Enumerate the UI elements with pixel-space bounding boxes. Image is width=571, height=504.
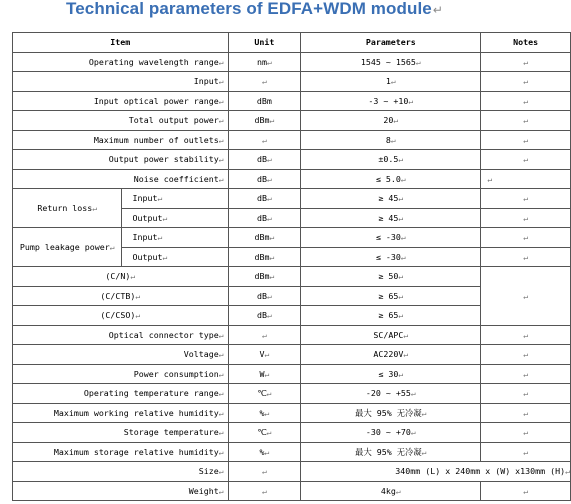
item-cell: (C/N)↵ (13, 267, 229, 287)
item-cell: Maximum number of outlets↵ (13, 130, 229, 150)
table-row (13, 150, 571, 170)
unit-cell: ↵ (228, 481, 301, 501)
unit-cell: dBm↵ (228, 111, 301, 131)
title-text: Technical parameters of EDFA+WDM module (66, 0, 432, 18)
param-cell: ≥ 65↵ (301, 286, 481, 306)
param-cell: ≤ 5.0↵ (301, 169, 481, 189)
note-cell: ↵ (481, 247, 571, 267)
unit-cell: dB↵ (228, 286, 301, 306)
param-cell: SC/APC↵ (301, 325, 481, 345)
table-row (13, 442, 571, 462)
note-cell: ↵ (481, 481, 571, 501)
unit-cell: dBm (228, 91, 301, 111)
table-row (13, 52, 571, 72)
item-group-cell: Return loss↵ (13, 189, 122, 228)
note-cell: ↵ (481, 403, 571, 423)
header-unit: Unit (228, 33, 301, 53)
subitem-cell: Input↵ (122, 189, 228, 209)
note-cell: ↵ (481, 150, 571, 170)
note-cell: ↵ (481, 325, 571, 345)
note-cell: ↵ (481, 384, 571, 404)
item-cell: Output power stability↵ (13, 150, 229, 170)
merged-note-cell: ↵ (481, 267, 571, 326)
table-row (13, 481, 571, 501)
unit-cell: %↵ (228, 403, 301, 423)
param-cell: ≥ 65↵ (301, 306, 481, 326)
unit-cell: dBm↵ (228, 247, 301, 267)
unit-cell: ↵ (228, 462, 301, 482)
item-cell: Maximum working relative humidity↵ (13, 403, 229, 423)
item-cell: Operating temperature range↵ (13, 384, 229, 404)
table-row (13, 169, 571, 189)
item-cell: Total output power↵ (13, 111, 229, 131)
param-cell: 8↵ (301, 130, 481, 150)
table-row (13, 111, 571, 131)
param-cell: ≤ -30↵ (301, 228, 481, 248)
table-row (13, 423, 571, 443)
param-cell: 1↵ (301, 72, 481, 92)
param-cell: AC220V↵ (301, 345, 481, 365)
item-group-cell: Pump leakage power↵ (13, 228, 122, 267)
note-cell: ↵ (481, 169, 571, 189)
note-cell: ↵ (481, 52, 571, 72)
table-row (13, 228, 571, 248)
note-cell: ↵ (481, 345, 571, 365)
item-cell: Optical connector type↵ (13, 325, 229, 345)
note-cell: ↵ (481, 111, 571, 131)
param-cell: 最大 95% 无冷凝↵ (301, 403, 481, 423)
note-cell: ↵ (481, 423, 571, 443)
table-row (13, 72, 571, 92)
item-cell: Weight↵ (13, 481, 229, 501)
unit-cell: ↵ (228, 325, 301, 345)
size-param-cell: 340mm (L) x 240mm x (W) x130mm (H)↵ (301, 462, 571, 482)
item-cell: Maximum storage relative humidity↵ (13, 442, 229, 462)
note-cell: ↵ (481, 364, 571, 384)
unit-cell: dBm↵ (228, 267, 301, 287)
table-row (13, 130, 571, 150)
parameters-table (12, 32, 571, 501)
table-row (13, 189, 571, 209)
table-row (13, 325, 571, 345)
paragraph-mark: ↵ (432, 3, 444, 17)
unit-cell: %↵ (228, 442, 301, 462)
note-cell: ↵ (481, 442, 571, 462)
param-cell: ≥ 45↵ (301, 208, 481, 228)
param-cell: 最大 95% 无冷凝↵ (301, 442, 481, 462)
item-cell: Size↵ (13, 462, 229, 482)
item-cell: Power consumption↵ (13, 364, 229, 384)
param-cell: ≤ 30↵ (301, 364, 481, 384)
note-cell: ↵ (481, 130, 571, 150)
unit-cell: W↵ (228, 364, 301, 384)
unit-cell: dB↵ (228, 189, 301, 209)
unit-cell: dB↵ (228, 306, 301, 326)
param-cell: -3 ~ +10↵ (301, 91, 481, 111)
header-item: Item (13, 33, 229, 53)
table-row (13, 462, 571, 482)
unit-cell: dB↵ (228, 169, 301, 189)
note-cell: ↵ (481, 228, 571, 248)
item-cell: Input↵ (13, 72, 229, 92)
param-cell: 20↵ (301, 111, 481, 131)
note-cell: ↵ (481, 72, 571, 92)
unit-cell: V↵ (228, 345, 301, 365)
unit-cell: nm↵ (228, 52, 301, 72)
unit-cell: dB↵ (228, 150, 301, 170)
item-cell: (C/CSO)↵ (13, 306, 229, 326)
note-cell: ↵ (481, 189, 571, 209)
param-cell: ≤ -30↵ (301, 247, 481, 267)
param-cell: ≥ 50↵ (301, 267, 481, 287)
table-row (13, 364, 571, 384)
param-cell: ±0.5↵ (301, 150, 481, 170)
table-row (13, 345, 571, 365)
param-cell: -30 ~ +70↵ (301, 423, 481, 443)
note-cell: ↵ (481, 208, 571, 228)
table-row (13, 267, 571, 287)
item-cell: Input optical power range↵ (13, 91, 229, 111)
param-cell: 4kg↵ (301, 481, 481, 501)
note-cell: ↵ (481, 91, 571, 111)
header-parameters: Parameters (301, 33, 481, 53)
table-row (13, 91, 571, 111)
param-cell: ≥ 45↵ (301, 189, 481, 209)
param-cell: -20 ~ +55↵ (301, 384, 481, 404)
table-row (13, 403, 571, 423)
document-title (66, 0, 443, 19)
unit-cell: ↵ (228, 72, 301, 92)
unit-cell: ℃↵ (228, 423, 301, 443)
item-cell: Operating wavelength range↵ (13, 52, 229, 72)
unit-cell: ↵ (228, 130, 301, 150)
table-header-row (13, 33, 571, 53)
unit-cell: dBm↵ (228, 228, 301, 248)
subitem-cell: Output↵ (122, 208, 228, 228)
unit-cell: dB↵ (228, 208, 301, 228)
item-cell: Noise coefficient↵ (13, 169, 229, 189)
subitem-cell: Input↵ (122, 228, 228, 248)
item-cell: (C/CTB)↵ (13, 286, 229, 306)
unit-cell: ℃↵ (228, 384, 301, 404)
item-cell: Storage temperature↵ (13, 423, 229, 443)
header-notes: Notes (481, 33, 571, 53)
item-cell: Voltage↵ (13, 345, 229, 365)
table-row (13, 384, 571, 404)
subitem-cell: Output↵ (122, 247, 228, 267)
param-cell: 1545 ~ 1565↵ (301, 52, 481, 72)
